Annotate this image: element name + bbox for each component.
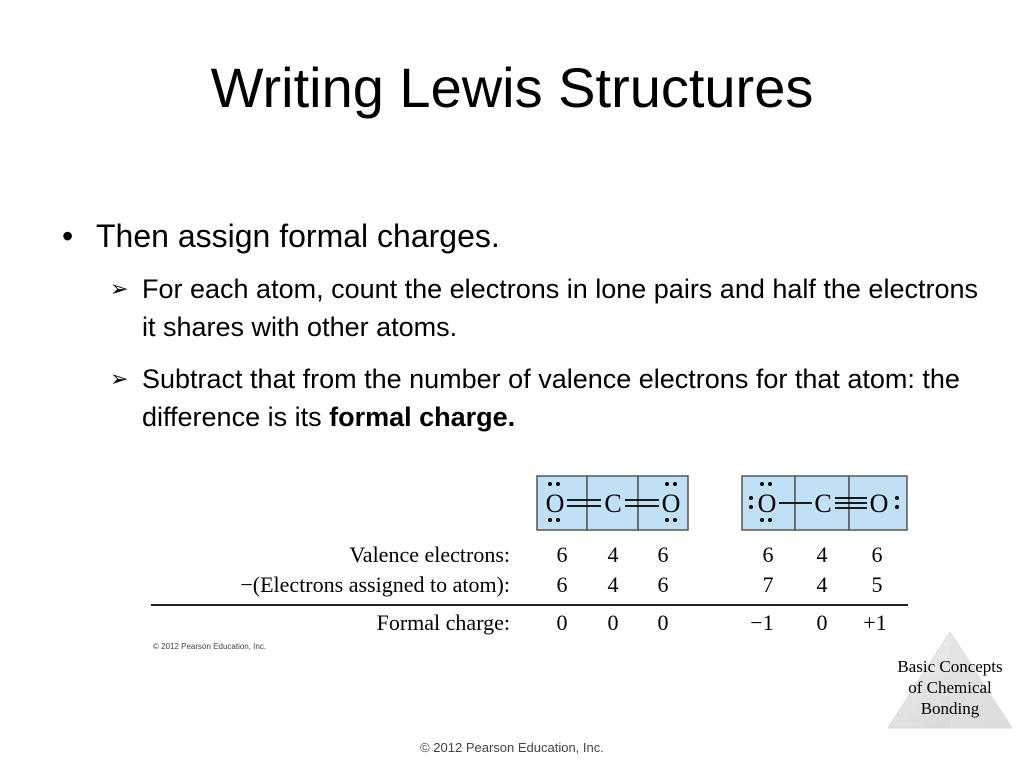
footer-copyright: © 2012 Pearson Education, Inc. [420, 740, 604, 755]
co2-double-bond-structure [537, 476, 688, 530]
co2-single-triple-bond-structure [742, 476, 907, 530]
cell-value: 6 [556, 542, 568, 567]
logo-line: Bonding [920, 699, 980, 718]
cell-value: 6 [762, 542, 774, 567]
sub-bullet-2-text [142, 360, 982, 436]
cell-value: 4 [816, 572, 828, 597]
row-label-formal-charge: Formal charge: [376, 610, 510, 635]
cell-value: 0 [607, 610, 619, 635]
main-bullet-text: Then assign formal charges. [96, 218, 500, 254]
cell-value: 7 [762, 572, 774, 597]
cell-value: 0 [816, 610, 828, 635]
cell-value: +1 [863, 610, 887, 635]
row-label-valence: Valence electrons: [349, 542, 510, 567]
cell-value: 6 [871, 542, 883, 567]
arrow-bullet-icon: ➢ [110, 276, 129, 301]
cell-value: −1 [750, 610, 774, 635]
cell-value: 6 [657, 572, 669, 597]
cell-value: 0 [657, 610, 669, 635]
atom-o-right-2: O [869, 489, 889, 518]
logo-line: of Chemical [908, 678, 992, 697]
bullet-dot-icon: • [62, 218, 74, 254]
atom-o-left: O [545, 489, 565, 518]
atom-c-left: C [604, 489, 622, 518]
formal-charge-figure [145, 470, 915, 655]
cell-value: 4 [816, 542, 828, 567]
atom-o-right: O [661, 489, 681, 518]
cell-value: 4 [607, 542, 619, 567]
subtraction-rule [151, 604, 908, 606]
figure-copyright: © 2012 Pearson Education, Inc. [153, 642, 267, 651]
cell-value: 6 [657, 542, 669, 567]
cell-value: 6 [556, 572, 568, 597]
logo-text [880, 656, 1020, 719]
cell-value: 5 [871, 572, 883, 597]
cell-value: 0 [556, 610, 568, 635]
atom-o-left-2: O [757, 489, 777, 518]
lewis-structures [145, 470, 915, 540]
slide-title: Writing Lewis Structures [210, 56, 814, 119]
cell-value: 4 [607, 572, 619, 597]
logo-line: Basic Concepts [897, 657, 1003, 676]
arrow-bullet-icon: ➢ [110, 366, 129, 391]
row-label-assigned: −(Electrons assigned to atom): [240, 572, 510, 597]
atom-c-2: C [814, 489, 832, 518]
sub-bullet-2-plain: Subtract that from the number of valence electrons for that atom: the difference is its [142, 364, 960, 432]
sub-bullet-1-text: For each atom, count the electrons in lone pairs and half the electrons it shares with other atoms. [142, 274, 978, 342]
formal-charge-term: formal charge. [329, 402, 516, 432]
